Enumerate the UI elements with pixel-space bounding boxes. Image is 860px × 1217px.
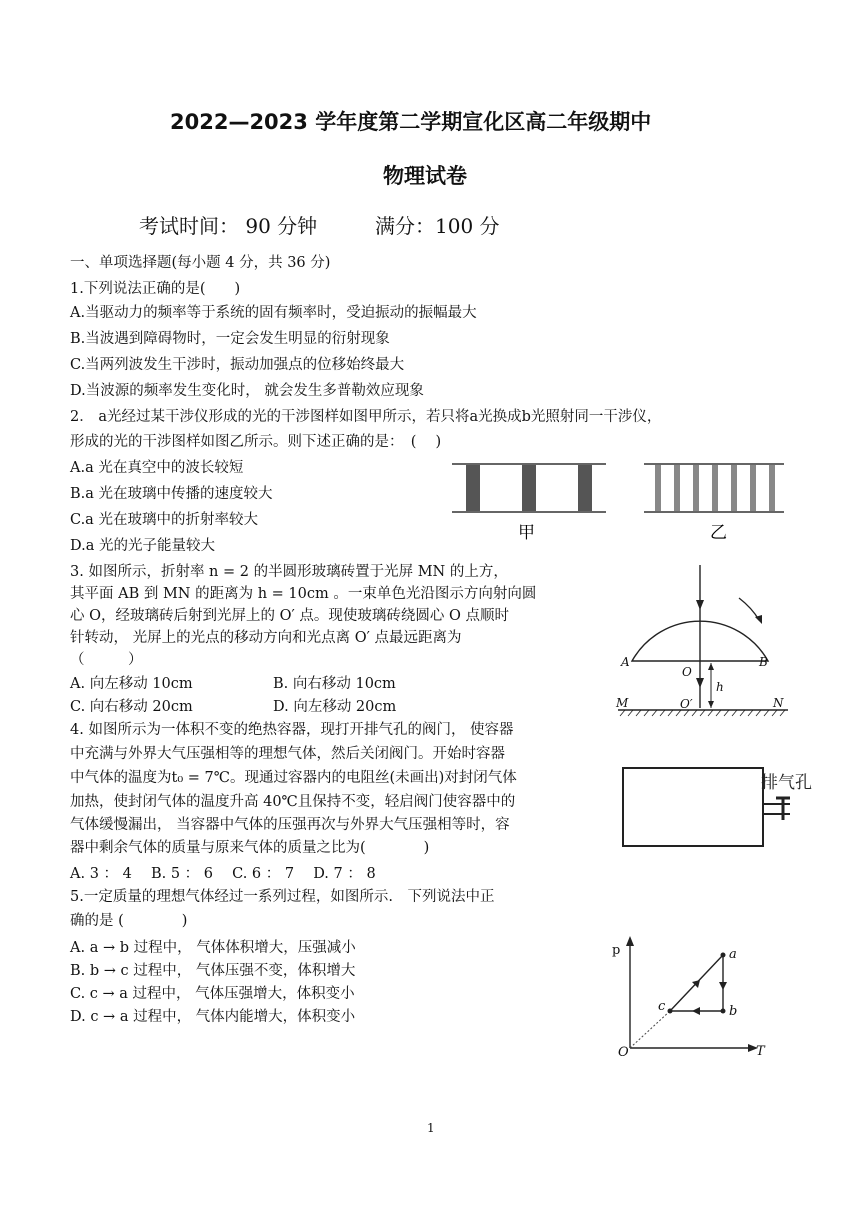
q4-stem-line-2: 中充满与外界大气压强相等的理想气体，然后关闭阀门。开始时容器 bbox=[70, 746, 505, 762]
label-a: A bbox=[621, 655, 630, 669]
q1-option-a: A.当驱动力的频率等于系统的固有频率时，受迫振动的振幅最大 bbox=[70, 305, 477, 321]
q3-option-b: B. 向右移动 10cm bbox=[273, 676, 396, 692]
point-a bbox=[721, 953, 726, 958]
origin-dashed-line bbox=[630, 1011, 670, 1048]
page-number: 1 bbox=[427, 1121, 435, 1135]
pattern-jia bbox=[452, 464, 606, 512]
q2-stem-line-2: 形成的光的干涉图样如图乙所示。则下述正确的是： ( ) bbox=[70, 434, 442, 450]
label-n: N bbox=[773, 696, 784, 710]
label-b: B bbox=[759, 655, 768, 669]
page-title: 2022—2023 学年度第二学期宣化区高二年级期中 bbox=[170, 110, 652, 134]
label-yi: 乙 bbox=[710, 523, 727, 543]
label-o-prime: O′ bbox=[680, 697, 693, 711]
q4-container-figure bbox=[618, 760, 828, 855]
q5-stem-line-1: 5.一定质量的理想气体经过一系列过程，如图所示. 下列说法中正 bbox=[70, 889, 495, 905]
q2-option-d: D.a 光的光子能量较大 bbox=[70, 538, 215, 554]
q5-option-b: B. b → c 过程中， 气体压强不变，体积增大 bbox=[70, 963, 356, 979]
q3-stem-line-4: 针转动， 光屏上的光点的移动方向和光点离 O′ 点最远距离为 bbox=[70, 630, 462, 646]
label-c: c bbox=[658, 999, 666, 1014]
label-b: b bbox=[729, 1004, 738, 1019]
exam-time: 考试时间： 90 分钟 bbox=[139, 214, 318, 238]
ray-arrow-top bbox=[696, 600, 704, 610]
q3-stem-line-2: 其平面 AB 到 MN 的距离为 h = 10cm 。一束单色光沿图示方向射向圆 bbox=[70, 586, 537, 602]
pattern-yi bbox=[644, 464, 784, 512]
q3-option-a: A. 向左移动 10cm bbox=[70, 676, 193, 692]
q4-stem-line-3: 中气体的温度为t₀ = 7℃。现通过容器内的电阻丝(未画出)对封闭气体 bbox=[70, 770, 517, 786]
arrow-a-b bbox=[719, 982, 727, 990]
q2-option-a: A.a 光在真空中的波长较短 bbox=[70, 460, 244, 476]
arrow-b-c bbox=[692, 1007, 700, 1015]
point-b bbox=[721, 1009, 726, 1014]
label-p: p bbox=[612, 943, 621, 958]
q4-stem-line-4: 加热，使封闭气体的温度升高 40℃且保持不变，轻启阀门使容器中的 bbox=[70, 794, 516, 810]
q1-option-d: D.当波源的频率发生变化时， 就会发生多普勒效应现象 bbox=[70, 383, 424, 399]
q3-stem-line-1: 3. 如图所示，折射率 n = 2 的半圆形玻璃砖置于光屏 MN 的上方， bbox=[70, 564, 508, 580]
container-body bbox=[623, 768, 763, 846]
p-axis-arrow bbox=[626, 936, 634, 946]
q4-stem-line-6: 器中剩余气体的质量与原来气体的质量之比为( ) bbox=[70, 840, 430, 856]
q1-stem: 1.下列说法正确的是( ) bbox=[70, 281, 241, 297]
q3-semicircle-figure bbox=[612, 560, 792, 725]
q2-stem-line-1: 2． a光经过某干涉仪形成的光的干涉图样如图甲所示，若只将a光换成b光照射同一干涉仪， bbox=[70, 409, 662, 425]
q4-stem-line-5: 气体缓慢漏出， 当容器中气体的压强再次与外界大气压强相等时，容 bbox=[70, 817, 510, 833]
q5-pt-diagram bbox=[608, 930, 768, 1060]
q5-option-d: D. c → a 过程中， 气体内能增大，体积变小 bbox=[70, 1009, 356, 1025]
q3-option-c: C. 向右移动 20cm bbox=[70, 699, 193, 715]
rotation-arrow bbox=[739, 598, 759, 620]
label-a: a bbox=[729, 947, 737, 962]
label-origin: O bbox=[618, 1045, 629, 1060]
label-h: h bbox=[716, 680, 724, 694]
page-subtitle: 物理试卷 bbox=[383, 164, 467, 188]
q2-interference-figure bbox=[448, 458, 788, 544]
q5-option-c: C. c → a 过程中， 气体压强增大，体积变小 bbox=[70, 986, 355, 1002]
label-o: O bbox=[682, 665, 692, 679]
h-arrow-down bbox=[708, 701, 714, 708]
label-m: M bbox=[616, 696, 629, 710]
q4-stem-line-1: 4. 如图所示为一体积不变的绝热容器，现打开排气孔的阀门， 使容器 bbox=[70, 722, 514, 738]
q3-stem-line-3: 心 O，经玻璃砖后射到光屏上的 O′ 点。现使玻璃砖绕圆心 O 点顺时 bbox=[70, 608, 509, 624]
full-score: 满分：100 分 bbox=[375, 214, 500, 238]
q3-option-d: D. 向左移动 20cm bbox=[273, 699, 397, 715]
q4-options: A. 3 ： 4 B. 5 ： 6 C. 6 ： 7 D. 7 ： 8 bbox=[70, 866, 376, 882]
q5-option-a: A. a → b 过程中， 气体体积增大，压强减小 bbox=[70, 940, 356, 956]
screen-hatching bbox=[620, 710, 785, 716]
ray-arrow-bottom bbox=[696, 678, 704, 688]
q5-stem-line-2: 确的是 ( ) bbox=[70, 913, 188, 929]
q2-option-b: B.a 光在玻璃中传播的速度较大 bbox=[70, 486, 273, 502]
q1-option-b: B.当波遇到障碍物时，一定会发生明显的衍射现象 bbox=[70, 331, 390, 347]
section-heading: 一、单项选择题(每小题 4 分，共 36 分) bbox=[70, 255, 331, 271]
label-jia: 甲 bbox=[518, 523, 535, 543]
h-arrow-up bbox=[708, 663, 714, 670]
point-c bbox=[668, 1009, 673, 1014]
q2-option-c: C.a 光在玻璃中的折射率较大 bbox=[70, 512, 258, 528]
q3-stem-line-5: （ ） bbox=[70, 652, 143, 668]
q1-option-c: C.当两列波发生干涉时，振动加强点的位移始终最大 bbox=[70, 357, 405, 373]
label-t: T bbox=[756, 1044, 765, 1059]
vent-label: 排气孔 bbox=[761, 773, 812, 793]
